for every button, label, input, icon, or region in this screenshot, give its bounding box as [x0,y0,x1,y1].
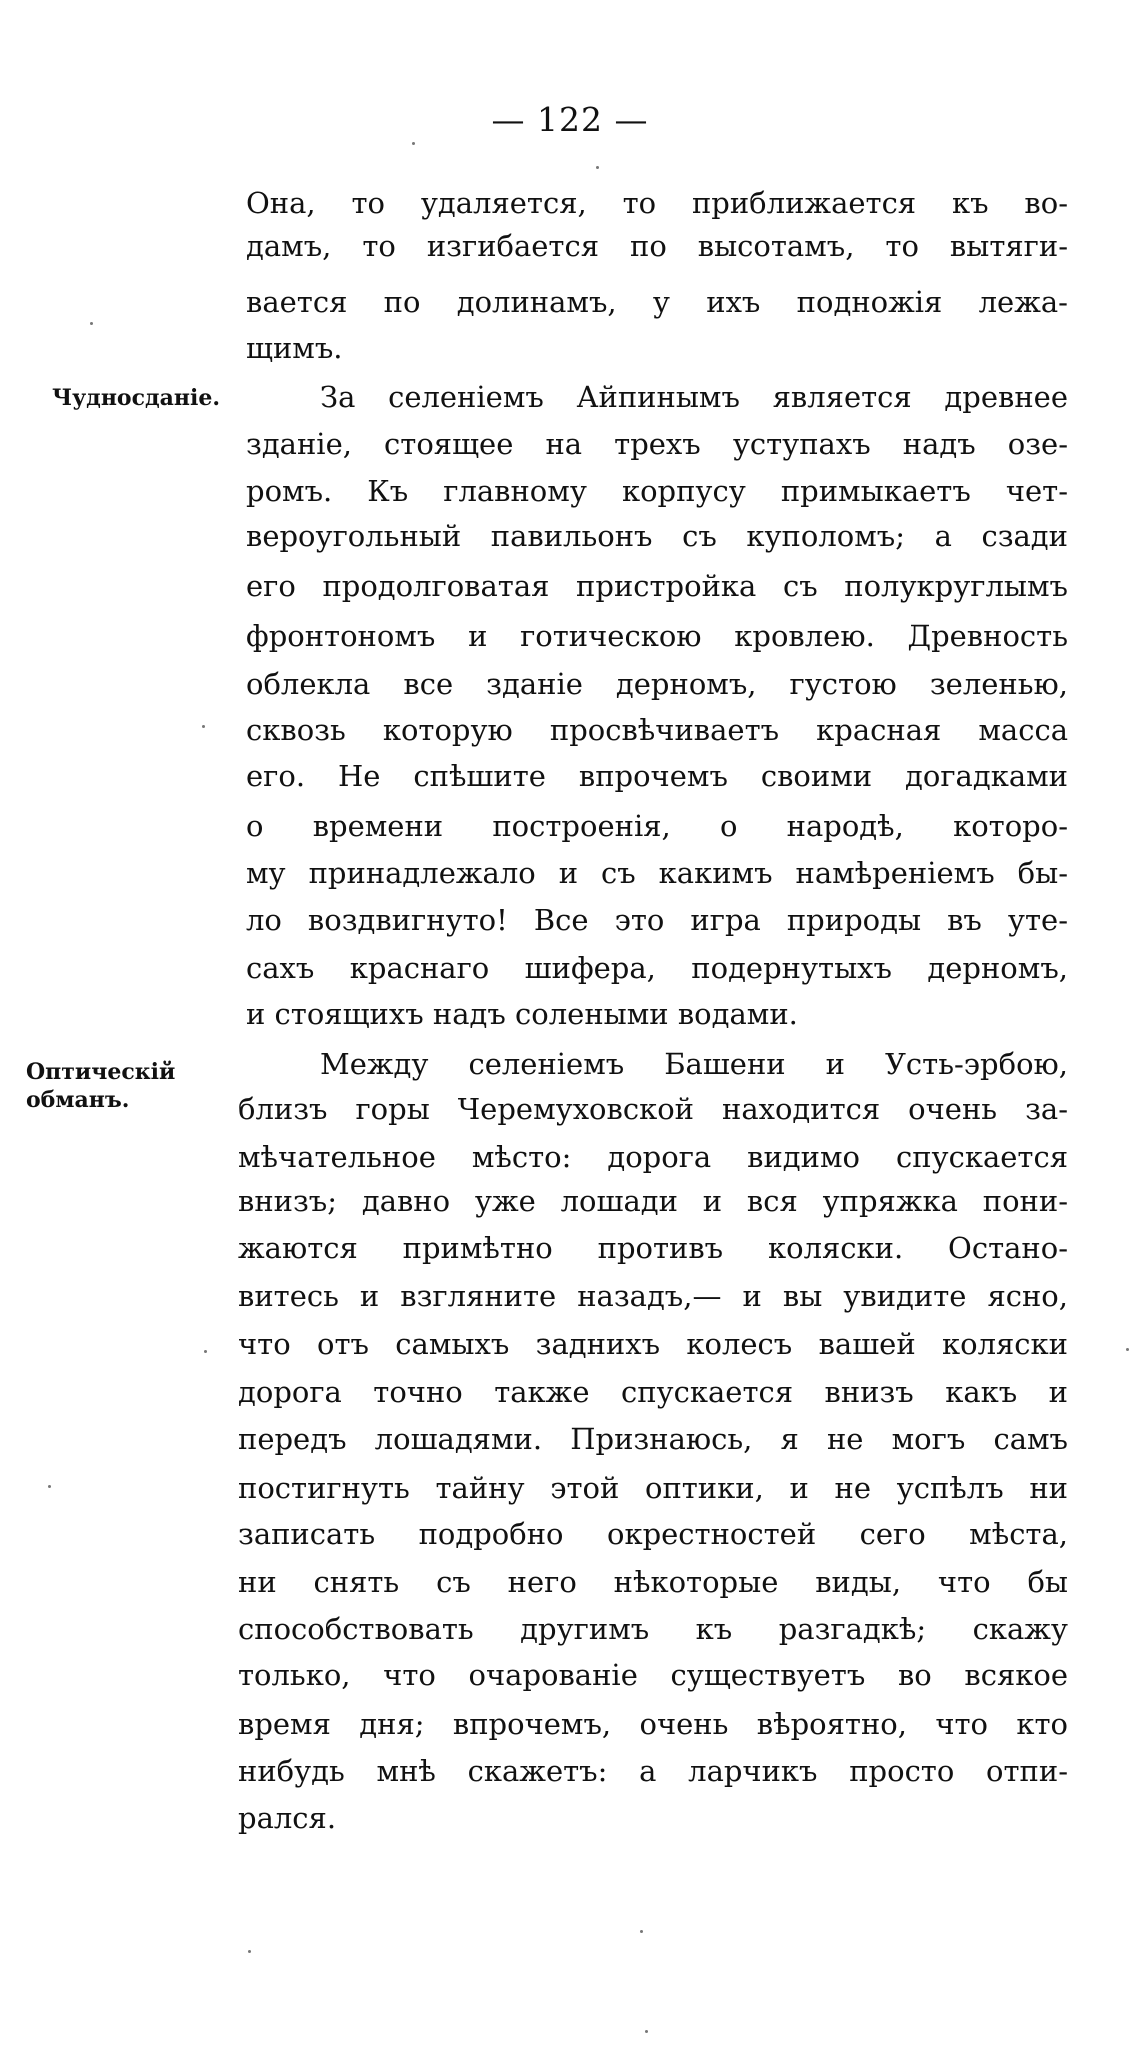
text-line: ни снять съ него нѣкоторые виды, что бы [238,1565,1068,1599]
text-line: время дня; впрочемъ, очень вѣроятно, что кто [238,1707,1068,1741]
text-line: постигнуть тайну этой оптики, и не успѣлъ ни [238,1471,1068,1505]
text-line: мѣчательное мѣсто: дорога видимо спускается [238,1140,1068,1174]
page-number: — 122 — [491,100,649,139]
margin-note-line: обманъ. [26,1087,130,1113]
text-line: способствовать другимъ къ разгадкѣ; скажу [238,1612,1068,1646]
text-line: дамъ, то изгибается по высотамъ, то вытяги- [246,229,1068,263]
text-line: вероугольный павильонъ съ куполомъ; а сзади [246,519,1068,553]
margin-note-miracle-building: Чудносданіе. [52,385,221,411]
scan-speck [412,142,415,145]
text-line: За селеніемъ Айпинымъ является древнее [320,380,1068,414]
text-line: витесь и взгляните назадъ,— и вы увидите ясно, [238,1279,1068,1313]
text-line: его продолговатая пристройка съ полукруглымъ [246,569,1068,603]
text-line: облекла все зданіе дерномъ, густою зеленью, [246,667,1068,701]
text-line: ло воздвигнуто! Все это игра природы въ утe- [246,903,1068,937]
text-line: щимъ. [246,331,343,365]
text-line: что отъ самыхъ заднихъ колесъ вашей коляски [238,1327,1068,1361]
text-line: близъ горы Черемуховской находится очень за- [238,1092,1068,1126]
scan-speck [1126,1348,1129,1351]
text-line: внизъ; давно уже лошади и вся упряжка пони- [238,1184,1068,1218]
text-line: и стоящихъ надъ солеными водами. [246,997,798,1031]
text-line: только, что очарованіе существуетъ во всякое [238,1658,1068,1692]
scan-speck [645,2030,648,2033]
scan-speck [640,1930,643,1933]
text-line: му принадлежало и съ какимъ намѣреніемъ бы- [246,856,1068,890]
text-line: рался. [238,1801,337,1835]
text-line: вается по долинамъ, у ихъ подножія лежа- [246,285,1068,319]
text-line: фронтономъ и готическою кровлею. Древность [246,619,1068,653]
text-line: нибудь мнѣ скажетъ: а ларчикъ просто отпи- [238,1754,1068,1788]
margin-note-optical-illusion [26,1058,175,1114]
scan-speck [248,1950,251,1953]
scan-speck [204,1350,207,1353]
text-line: зданіе, стоящее на трехъ уступахъ надъ озе- [246,427,1068,461]
text-line: его. Не спѣшите впрочемъ своими догадками [246,759,1068,793]
text-line: сахъ краснаго шифера, подернутыхъ дерномъ, [246,951,1068,985]
text-line: жаются примѣтно противъ коляски. Остано- [238,1231,1068,1265]
scan-speck [596,166,599,169]
scan-speck [90,322,93,325]
text-line: передъ лошадями. Признаюсь, я не могъ самъ [238,1422,1068,1456]
text-line: сквозь которую просвѣчиваетъ красная масса [246,713,1068,747]
text-line: Между селеніемъ Башени и Усть-эрбою, [320,1047,1068,1081]
scan-speck [202,725,205,728]
text-line: записать подробно окрестностей сего мѣста, [238,1517,1068,1551]
text-line: дорога точно также спускается внизъ какъ и [238,1375,1068,1409]
text-line: Она, то удаляется, то приближается къ во- [246,186,1068,220]
margin-note-line: Оптическій [26,1059,176,1085]
text-line: ромъ. Къ главному корпусу примыкаетъ чет- [246,474,1068,508]
text-line: о времени построенія, о народѣ, которо- [246,809,1068,843]
scan-speck [48,1485,51,1488]
